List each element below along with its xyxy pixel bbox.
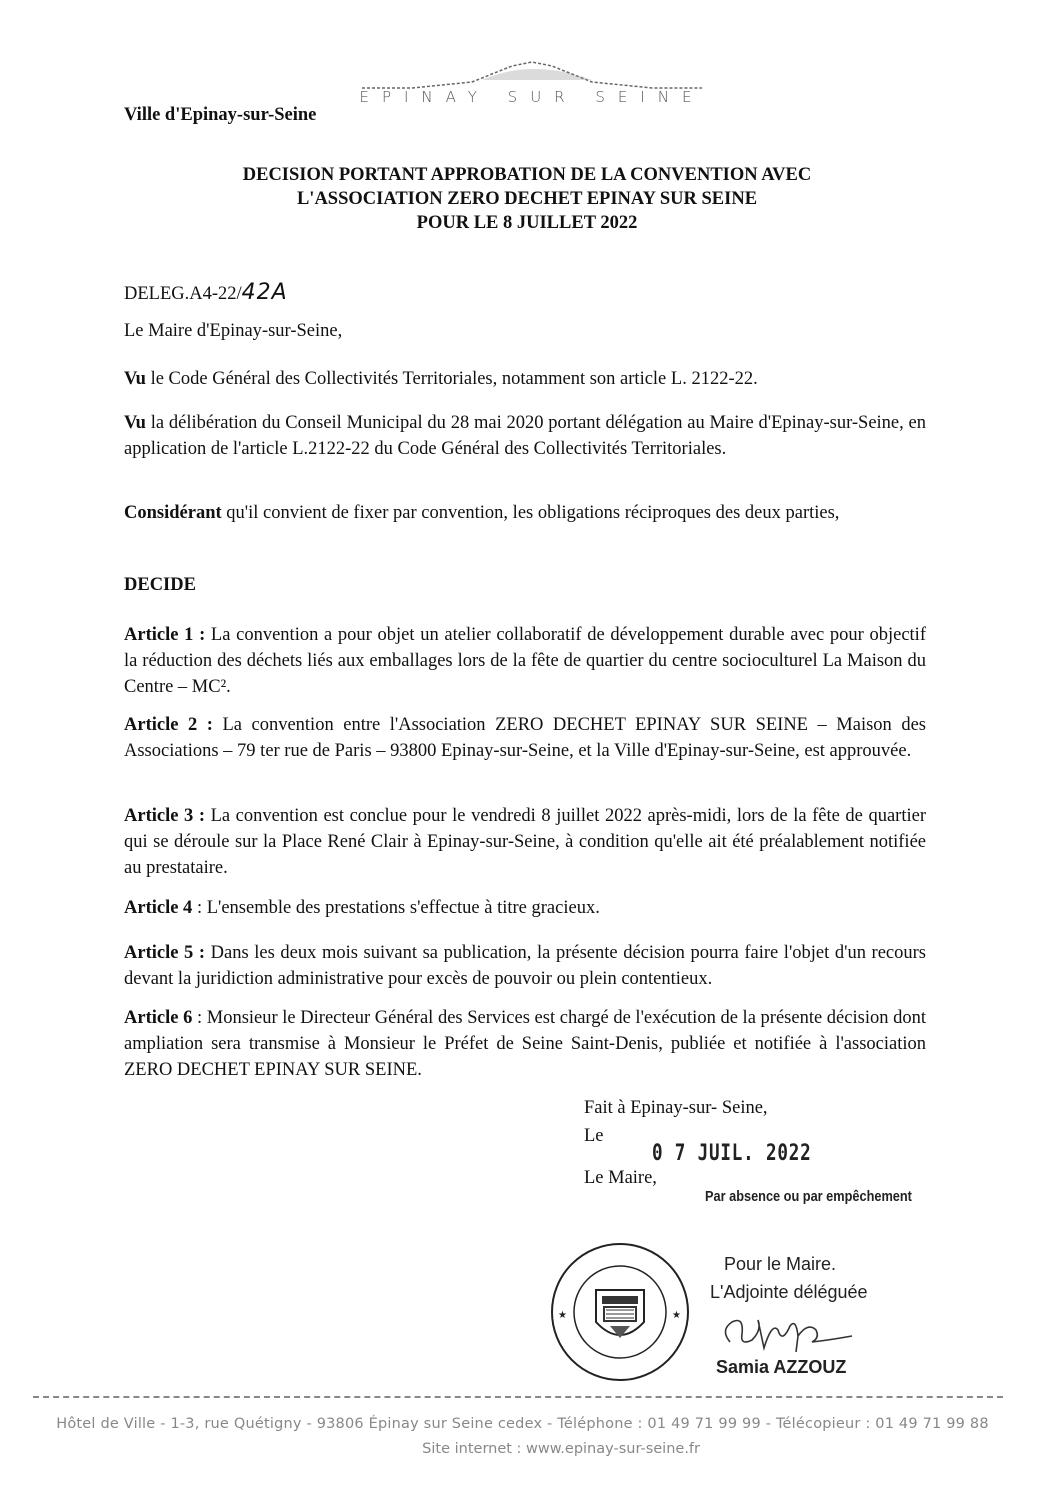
article-6 [124, 1005, 926, 1083]
article-text: Dans les deux mois suivant sa publication, la présente décision pourra faire l'objet d'un recours devant la juridiction administrative pour excès de pouvoir ou plein contentieux. [124, 943, 926, 989]
vu-label: Vu [124, 369, 146, 389]
vu-text: le Code Général des Collectivités Territoriales, notamment son article L. 2122-22. [145, 369, 758, 389]
vu-text: la délibération du Conseil Municipal du 28 mai 2020 portant délégation au Maire d'Epinay-sur-Seine, en application de l'article L.2122-22 du Code Général des Collectivités Territoriales. [124, 413, 926, 459]
svg-text:★: ★ [558, 1310, 567, 1321]
article-label: Article 4 [124, 898, 193, 918]
svg-text:★: ★ [672, 1310, 681, 1321]
fait-line: Fait à Epinay-sur- Seine, [584, 1098, 768, 1118]
le-label: Le [584, 1126, 604, 1146]
article-text: La convention entre l'Association ZERO DECHET EPINAY SUR SEINE – Maison des Associations – 79 ter rue de Paris – 93800 Epinay-sur-Seine, et la Ville d'Epinay-sur-Seine, est approuvée. [124, 715, 926, 761]
decide-heading [124, 572, 926, 598]
city-seal-icon [548, 1240, 693, 1385]
signatory-name: Samia AZZOUZ [716, 1357, 847, 1377]
reference-prefix: DELEG.A4-22/ [124, 284, 242, 304]
article-text: La convention est conclue pour le vendredi 8 juillet 2022 après-midi, lors de la fête de quartier qui se déroule sur la Place René Clair à Epinay-sur-Seine, à condition qu'elle ait été préalablement notifiée au prestataire. [124, 806, 926, 878]
vu-paragraph-2 [124, 410, 926, 462]
article-4 [124, 895, 926, 921]
logo-text: EPINAY SUR SEINE [359, 88, 705, 106]
le-maire-label: Le Maire, [584, 1168, 657, 1188]
article-label: Article 6 [124, 1008, 193, 1028]
vu-label: Vu [124, 413, 146, 433]
maire-line: Le Maire d'Epinay-sur-Seine, [124, 321, 343, 341]
absence-stamp: Par absence ou par empêchement [705, 1188, 912, 1205]
title-line-2: L'ASSOCIATION ZERO DECHET EPINAY SUR SEINE [296, 189, 758, 209]
considerant-paragraph [124, 500, 926, 526]
article-label: Article 1 : [124, 625, 206, 645]
reference-number: 42A [241, 280, 288, 305]
title-line-1: DECISION PORTANT APPROBATION DE LA CONVENTION AVEC [242, 165, 812, 185]
decision-title [124, 163, 930, 235]
footer-address: Hôtel de Ville - 1-3, rue Quétigny - 93806 Épinay sur Seine cedex - Téléphone : 01 49 71 99 99 - Télécopieur : 01 49 71 99 88 [56, 1416, 989, 1432]
title-line-3: POUR LE 8 JUILLET 2022 [416, 213, 638, 233]
article-5 [124, 940, 926, 992]
considerant-text: qu'il convient de fixer par convention, les obligations réciproques des deux parties, [221, 503, 840, 523]
article-text: La convention a pour objet un atelier collaboratif de développement durable avec pour objectif la réduction des déchets liés aux emballages lors de la fête de quartier du centre socioculturel La Maison du Centre – MC². [124, 625, 926, 697]
footer-divider [33, 1396, 1003, 1398]
article-label: Article 5 : [124, 943, 206, 963]
article-text: : Monsieur le Directeur Général des Services est chargé de l'exécution de la présente décision dont ampliation sera transmise à Monsieur le Préfet de Seine Saint-Denis, publiée et notifiée à l'association ZERO DECHET EPINAY SUR SEINE. [124, 1008, 926, 1080]
pour-le-maire: Pour le Maire. [724, 1254, 837, 1274]
article-text: : L'ensemble des prestations s'effectue à titre gracieux. [192, 898, 600, 918]
signatory-block [710, 1250, 868, 1306]
skyline-icon [352, 58, 712, 92]
decide-label: DECIDE [124, 575, 196, 595]
article-1 [124, 622, 926, 700]
article-label: Article 3 : [124, 806, 205, 826]
decision-reference [124, 280, 288, 305]
adjointe-deleguee: L'Adjointe déléguée [710, 1282, 868, 1302]
city-name: Ville d'Epinay-sur-Seine [124, 105, 317, 125]
handwritten-signature [712, 1300, 862, 1360]
article-3 [124, 803, 926, 881]
article-label: Article 2 : [124, 715, 213, 735]
footer-website: Site internet : www.epinay-sur-seine.fr [422, 1441, 700, 1457]
considerant-label: Considérant [124, 503, 222, 523]
vu-paragraph-1 [124, 366, 926, 392]
date-stamp: 0 7 JUIL. 2022 [652, 1141, 812, 1166]
article-2 [124, 712, 926, 764]
city-logo [352, 58, 712, 118]
